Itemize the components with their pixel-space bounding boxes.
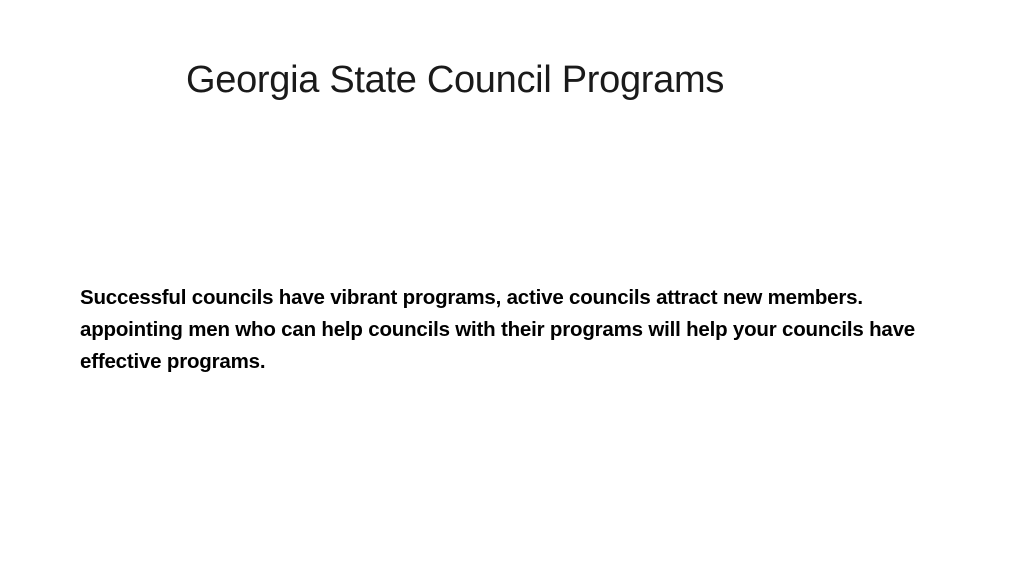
slide-body-text: Successful councils have vibrant programs, active councils attract new members. appointing men who can help councils with their programs will help your councils have effective programs. — [80, 286, 916, 373]
slide-title: Georgia State Council Programs — [186, 59, 725, 101]
